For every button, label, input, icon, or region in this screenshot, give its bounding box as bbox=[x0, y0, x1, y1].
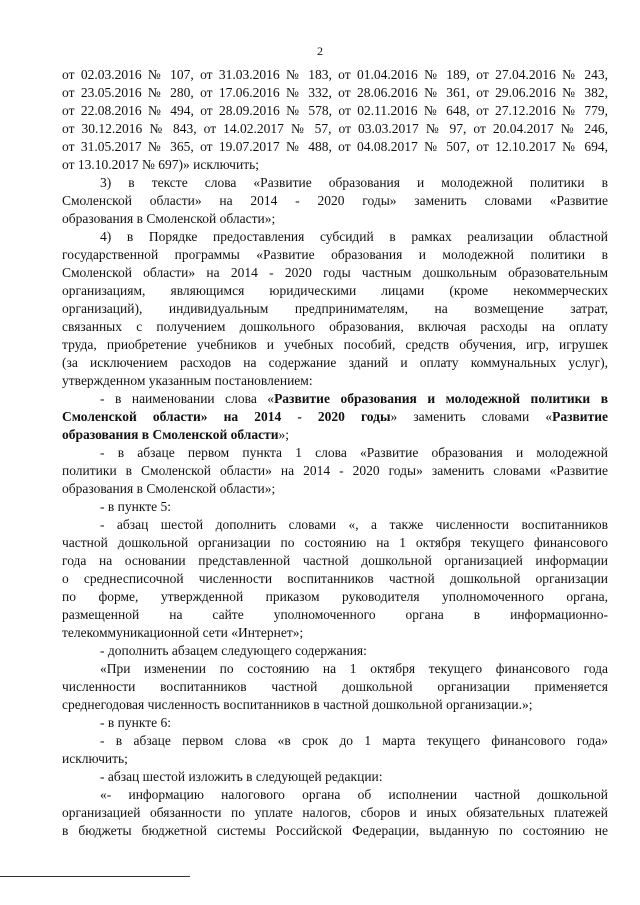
text-line: телекоммуникационной сети «Интернет»; bbox=[62, 625, 304, 640]
bold-run: Развитие bbox=[552, 409, 608, 424]
text-line: Смоленской области» на 2014 - 2020 годы» заменить словами «Развитие bbox=[62, 193, 608, 208]
text-line: - в абзаце первом пункта 1 слова «Развитие образования и молодежной bbox=[100, 445, 608, 460]
text-line: утвержденном указанным постановлением: bbox=[62, 373, 313, 388]
text-line: политики в Смоленской области» на 2014 - 2020 годы» заменить словами «Развитие bbox=[62, 463, 608, 478]
text-line: по форме, утвержденной приказом руководителя уполномоченного органа, bbox=[62, 589, 608, 604]
text-line: связанных с получением дошкольного образования, включая расходы на оплату bbox=[62, 319, 608, 334]
text-line-bold-3 bbox=[62, 426, 608, 444]
text-line: организаций), индивидуальным предпринимателям, на возмещение затрат, bbox=[62, 301, 608, 316]
bold-run: Смоленской области» на 2014 - 2020 годы bbox=[62, 409, 391, 424]
text-line: от 02.03.2016 № 107, от 31.03.2016 № 183, от 01.04.2016 № 189, от 27.04.2016 № 243, bbox=[62, 67, 608, 82]
text-line: государственной программы «Развитие образования и молодежной политики в bbox=[62, 247, 608, 262]
text-line: - абзац шестой дополнить словами «, а также численности воспитанников bbox=[100, 517, 608, 532]
text-line: исключить; bbox=[62, 751, 128, 766]
text-line: численности воспитанников частной дошкольной организации применяется bbox=[62, 679, 608, 694]
text-line: от 13.10.2017 № 697)» исключить; bbox=[62, 157, 260, 172]
text-line: среднегодовая численность воспитанников в частной дошкольной организации.»; bbox=[62, 697, 533, 712]
text-line: «- информацию налогового органа об исполнении частной дошкольной bbox=[100, 787, 608, 802]
text-line: от 22.08.2016 № 494, от 28.09.2016 № 578, от 02.11.2016 № 648, от 27.12.2016 № 779, bbox=[62, 103, 608, 118]
footer-rule bbox=[0, 876, 190, 877]
text-line-bold-2 bbox=[62, 408, 608, 426]
text-line: организациям, являющимся юридическими лицами (кроме некоммерческих bbox=[62, 283, 608, 298]
text-line: - в пункте 5: bbox=[100, 499, 171, 514]
text-line-bold-1 bbox=[62, 390, 608, 408]
text-line: организацией обязанности по уплате налогов, сборов и иных обязательных платежей bbox=[62, 805, 608, 820]
bold-run: Развитие образования и молодежной политики в bbox=[274, 391, 608, 406]
text-line: (за исключением расходов на содержание зданий и оплату коммунальных услуг), bbox=[62, 355, 608, 370]
text-line: 3) в тексте слова «Развитие образования и молодежной политики в bbox=[100, 175, 608, 190]
text-run: - в наименовании слова « bbox=[100, 391, 275, 406]
text-line: - абзац шестой изложить в следующей редакции: bbox=[100, 769, 383, 784]
bold-run: образования в Смоленской области bbox=[62, 427, 279, 442]
text-line: 4) в Порядке предоставления субсидий в рамках реализации областной bbox=[100, 229, 608, 244]
text-line: частной дошкольной организации по состоянию на 1 октября текущего финансового bbox=[62, 535, 608, 550]
text-line: - в пункте 6: bbox=[100, 715, 171, 730]
text-line: размещенной на сайте уполномоченного органа в информационно- bbox=[62, 607, 608, 622]
text-line: труда, приобретение учебников и учебных пособий, средств обучения, игр, игрушек bbox=[62, 337, 608, 352]
text-line: - дополнить абзацем следующего содержания: bbox=[100, 643, 367, 658]
text-line: года на основании представленной частной дошкольной организацией информации bbox=[62, 553, 608, 568]
text-line: - в абзаце первом слова «в срок до 1 марта текущего финансового года» bbox=[100, 733, 608, 748]
text-run: » заменить словами « bbox=[390, 409, 553, 424]
text-line: от 30.12.2016 № 843, от 14.02.2017 № 57, от 03.03.2017 № 97, от 20.04.2017 № 246, bbox=[62, 121, 608, 136]
text-line: образования в Смоленской области»; bbox=[62, 211, 276, 226]
text-line: образования в Смоленской области»; bbox=[62, 481, 276, 496]
text-run: »; bbox=[278, 427, 290, 442]
text-line: о среднесписочной численности воспитанников частной дошкольной организации bbox=[62, 571, 608, 586]
text-line: от 23.05.2016 № 280, от 17.06.2016 № 332, от 28.06.2016 № 361, от 29.06.2016 № 382, bbox=[62, 85, 608, 100]
text-line: от 31.05.2017 № 365, от 19.07.2017 № 488, от 04.08.2017 № 507, от 12.10.2017 № 694, bbox=[62, 139, 608, 154]
text-line: «При изменении по состоянию на 1 октября текущего финансового года bbox=[100, 661, 608, 676]
document-body bbox=[62, 66, 608, 840]
text-line: в бюджеты бюджетной системы Российской Федерации, выданную по состоянию не bbox=[62, 823, 608, 838]
page-number: 2 bbox=[317, 44, 323, 58]
text-line: Смоленской области» на 2014 - 2020 годы частным дошкольным образовательным bbox=[62, 265, 608, 280]
